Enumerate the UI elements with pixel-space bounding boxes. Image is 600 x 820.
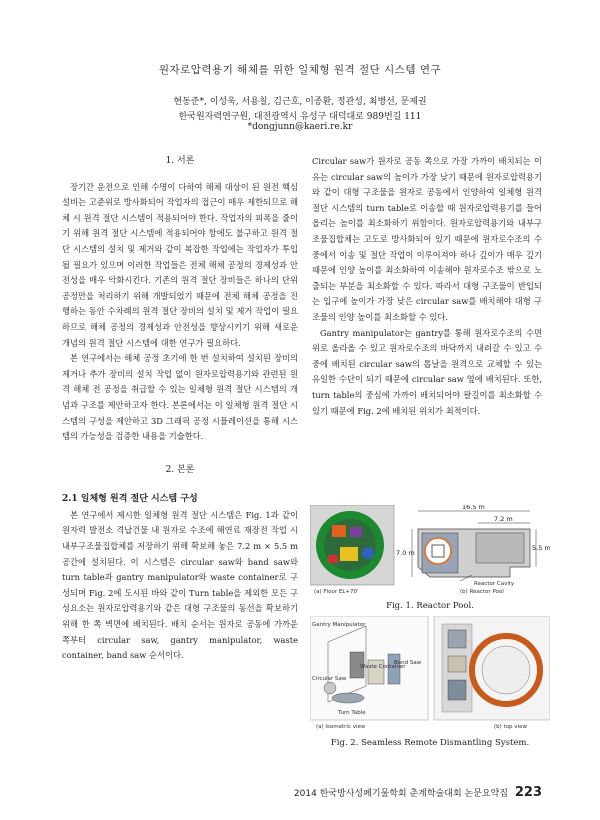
fig1-sublabel-a: (a) Floor EL+70' [314,589,359,595]
paper-title: 원자로압력용기 해체를 위한 일체형 원격 절단 시스템 연구 [158,64,442,76]
fig2-label-turn: Turn Table [338,710,366,716]
fig2-sublabel-a: (a) Isometric view [316,724,366,730]
author-email: *dongjunn@kaeri.re.kr [247,122,353,132]
fig1-dim-inner: 7.2 m [494,515,513,523]
fig1-sublabel-b: (b) Reactor Pool [460,589,504,595]
affiliation: 한국원자력연구원, 대전광역시 유성구 대덕대로 989번길 111 [178,112,422,122]
fig2-label-gantry: Gantry Manipulator [312,622,366,628]
fig1-cavity-label: Reactor Cavity [474,581,515,587]
fig2-label-circular: Circular Saw [312,676,347,682]
section2-heading: 2. 본론 [165,464,195,475]
right-column [312,154,542,419]
fig1-dim-right: 5.5 m [532,544,550,552]
right-paragraph-1: Circular saw가 원자로 공동 쪽으로 가장 가까이 배치되는 이유는 circular saw의 높이가 가장 낮기 때문에 원자로압력용기와 같이 대형 구조물을 원자로 공동에서 인양하여 일체형 원격 절단 시스템의 turn table로 이송할 때 원자로압력용기를 들어 올리는 높이를 최소화하기 위함이다. 원자로압력용기와 내부구조물집합체는 고도로 방사화되어 있기 때문에 원자로수조의 수중에서 이송 및 절단 작업이 이루어져야 하나 깊이가 매우 깊기 때문에 인양 높이를 최소화하여 이송해야 원자로수조 밖으로 노출되는 부분을 최소화할 수 있다. 따라서 대형 구조물이 반입되는 입구에 높이가 가장 낮은 circular saw를 배치해야 대형 구조물의 인양 높이를 최소화할 수 있다. [312,156,542,322]
section2-1-subheading: 2.1 일체형 원격 절단 시스템 구성 [62,494,198,505]
fig2-sublabel-b: (b) top view [494,724,527,730]
page-number: 223 [514,785,542,800]
footer-text: 2014 한국방사성폐기물학회 춘계학술대회 논문요약집 [293,789,508,799]
top-view-drawing [434,616,550,720]
figure-2-caption: Fig. 2. Seamless Remote Dismantling System. [330,738,530,748]
author-list: 현동준*, 이성욱, 서용칠, 김근호, 이종환, 정관성, 최병선, 문제권 [173,97,427,107]
section1-heading: 1. 서론 [165,156,195,166]
fig1-dim-top: 16.5 m [462,505,485,511]
fig2-label-waste: Waste Container [360,664,406,670]
figure-2 [310,616,550,732]
figure-1 [310,505,550,597]
section1-paragraph-2: 본 연구에서는 해체 공정 초기에 한 번 설치하여 설치된 장비의 제거나 추가 장비의 설치 작업 없이 원자로압력용기와 관련된 원격 해체 전 공정을 취급할 수 있는 일체형 원격 절단 시스템의 개념과 구조를 제안하고자 한다. 본론에서는 이 일체형 원격 절단 시스템의 구성을 제안하고 3D 그래픽 공정 시뮬레이션을 통해 시스템의 가능성을 검증한 내용을 기술한다. [62,353,298,442]
left-column [62,154,298,664]
reactor-pool-drawing [412,511,536,581]
section2-paragraph-1: 본 연구에서 제시한 일체형 원격 절단 시스템은 Fig. 1과 같이 원자력 발전소 격납건물 내 원자로 수조에 해연료 재장전 작업 시 내부구조물집합체를 저장하기 위해 확보해 놓은 7.2 m × 5.5 m 공간에 설치된다. 이 시스템은 circular saw와 band saw와 turn table과 gantry manipulator와 waste container로 구성되며 Fig. 2에 도시된 바와 같이 Turn table을 제외한 모든 구성요소는 원자로압력용기와 같은 대형 구조물의 동선을 확보하기 위해 한 쪽 벽면에 배치된다. 배치 순서는 원자로 공동에 가까운 쪽부터 circular saw, gantry manipulator, waste container, band saw 순서이다. [62,509,298,661]
fig1-dim-left: 7.0 m [396,549,415,557]
floor-plan-image [310,505,394,585]
figure-1-caption: Fig. 1. Reactor Pool. [386,601,474,611]
section1-paragraph-1: 장기간 운전으로 인해 수명이 다하여 해체 대상이 된 원전 핵심설비는 고준위로 방사화되어 작업자의 접근이 매우 제한되므로 해체 시 원격 절단 시스템이 적용되어야 한다. 작업자의 피폭을 줄이기 위해 원격 절단 시스템에 적용되어야 함에도 불구하고 원격 절단 시스템의 설치 및 제거와 같이 복잡한 작업에는 작업자가 투입될 필요가 있으며 이러한 작업들은 전체 해체 공정의 경제성과 안전성을 매우 악화시킨다. 기존의 원격 절단 장비들은 하나의 단위 공정만을 처리하기 위해 개발되었기 때문에 전체 해체 공정을 진행하는 동안 수차례의 원격 절단 장비의 설치 및 제거 작업이 필요하므로 해체 공정의 경제성과 안전성을 향상시키기 위해 새로운 개념의 원격 절단 시스템에 대한 연구가 필요하다. [62,181,298,348]
right-paragraph-2: Gantry manipulator는 gantry를 통해 원자로수조의 수면 위로 올라올 수 있고 원자로수조의 바닥까지 내려갈 수 있고 수중에 배치된 circular saw의 톱날을 원격으로 교체할 수 있는 유일한 수단이 되기 때문에 circular saw 옆에 배치된다. 또한, turn table의 중심에 가까이 배치되어야 팔길이를 최소화할 수 있기 때문에 Fig. 2에 배치된 위치가 최적이다. [312,327,542,416]
page-footer [294,785,542,800]
fig2-label-band: Band Saw [394,660,422,666]
